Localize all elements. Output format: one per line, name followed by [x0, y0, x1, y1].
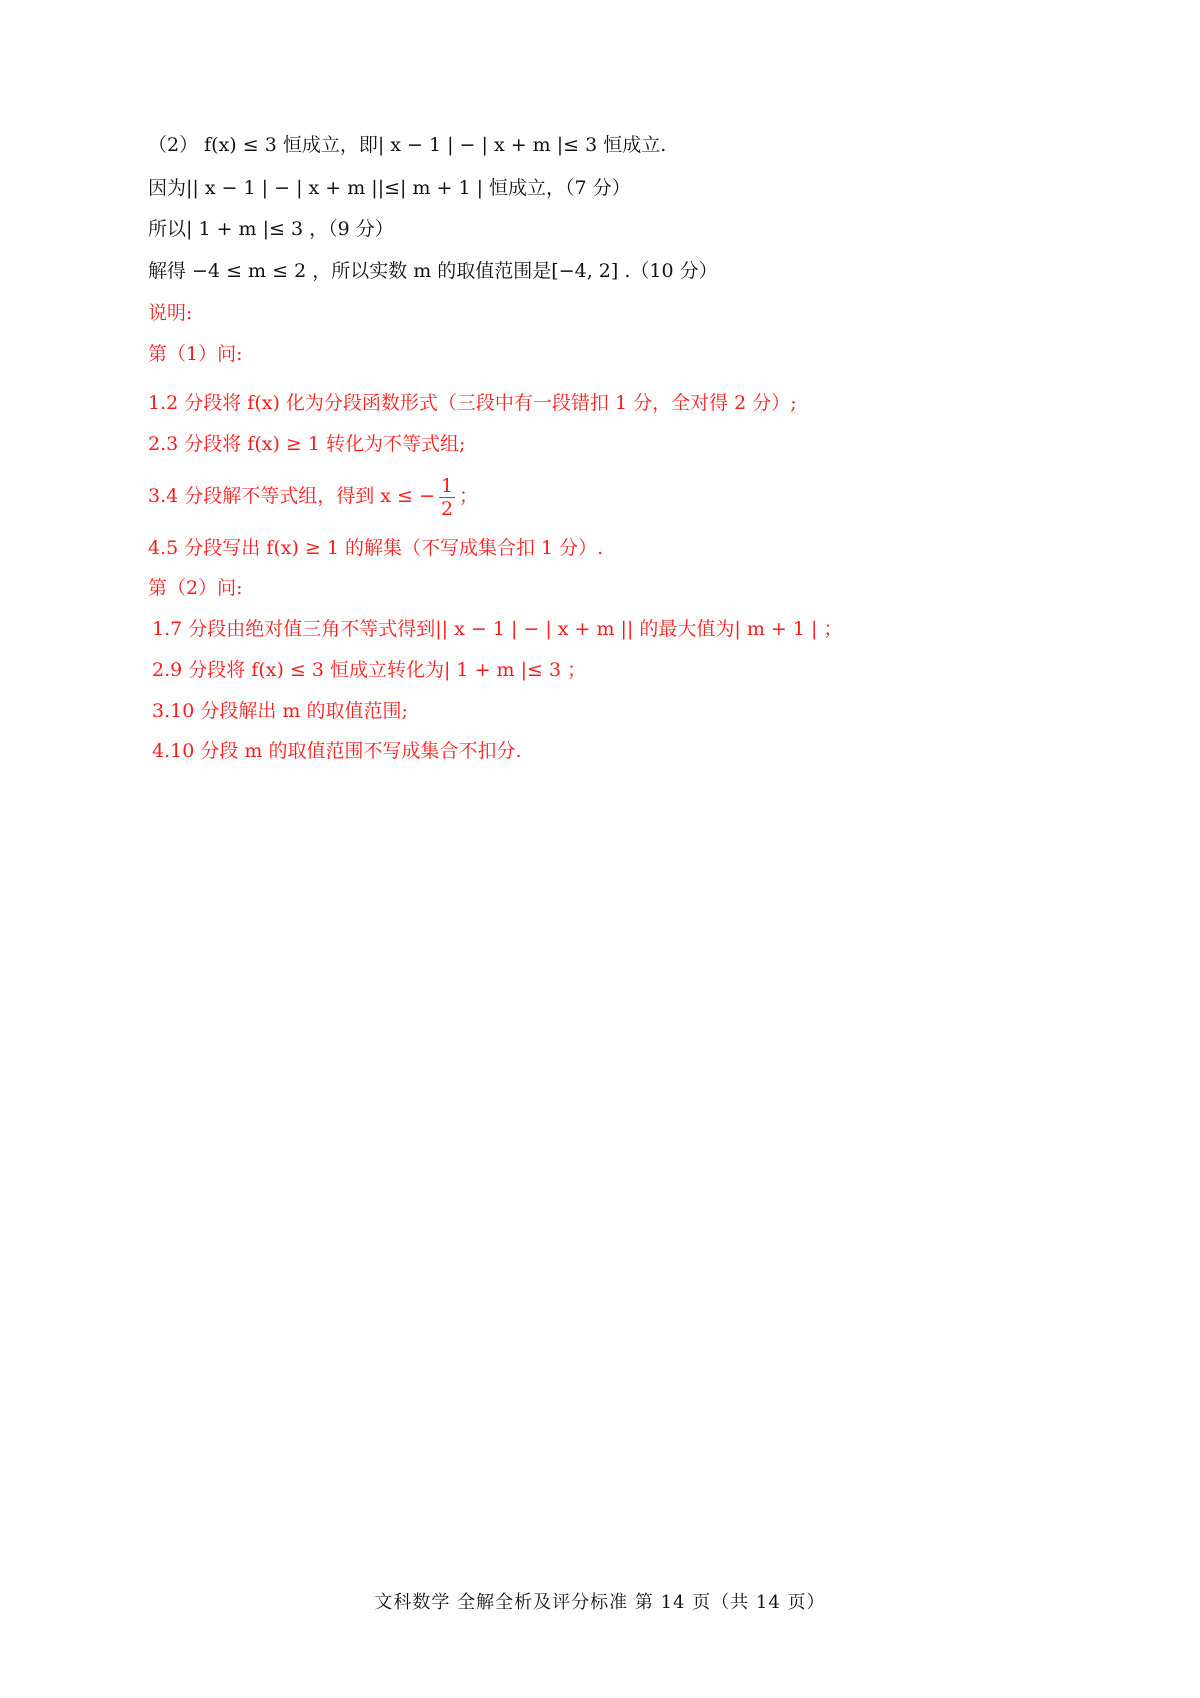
part1-item-2: 2.3 分段将 f(x) ≥ 1 转化为不等式组; [148, 433, 466, 455]
solution-line-3: 所以| 1 + m |≤ 3 ，（9 分） [148, 218, 394, 240]
fraction-denominator: 2 [440, 497, 454, 520]
fraction-one-half [439, 475, 455, 520]
solution-line-1: （2） f(x) ≤ 3 恒成立，即| x − 1 | − | x + m |≤ 3 恒成立. [148, 134, 667, 156]
part2-item-3: 3.10 分段解出 m 的取值范围; [152, 700, 408, 722]
part1-item-3-prefix: 3.4 分段解不等式组，得到 x ≤ − [148, 485, 435, 507]
part1-item-4: 4.5 分段写出 f(x) ≥ 1 的解集（不写成集合扣 1 分）. [148, 537, 604, 559]
part2-item-4: 4.10 分段 m 的取值范围不写成集合不扣分. [152, 740, 522, 762]
notes-title: 说明: [148, 302, 193, 324]
part2-title: 第（2）问: [148, 577, 243, 599]
part1-item-3-suffix: ； [459, 485, 479, 507]
part2-item-1: 1.7 分段由绝对值三角不等式得到|| x − 1 | − | x + m || 的最大值为| m + 1 | ； [152, 618, 843, 640]
solution-line-4: 解得 −4 ≤ m ≤ 2 ，所以实数 m 的取值范围是[−4, 2] .（10 分） [148, 260, 718, 282]
page-footer: 文科数学 全解全析及评分标准 第 14 页（共 14 页） [374, 1592, 826, 1613]
part1-title: 第（1）问: [148, 343, 243, 365]
part1-item-1: 1.2 分段将 f(x) 化为分段函数形式（三段中有一段错扣 1 分，全对得 2 分）; [148, 392, 797, 414]
fraction-numerator: 1 [440, 474, 454, 497]
part1-item-3 [148, 472, 478, 520]
part2-item-2: 2.9 分段将 f(x) ≤ 3 恒成立转化为| 1 + m |≤ 3 ； [152, 659, 587, 681]
solution-line-2: 因为|| x − 1 | − | x + m ||≤| m + 1 | 恒成立，（7 分） [148, 177, 631, 199]
